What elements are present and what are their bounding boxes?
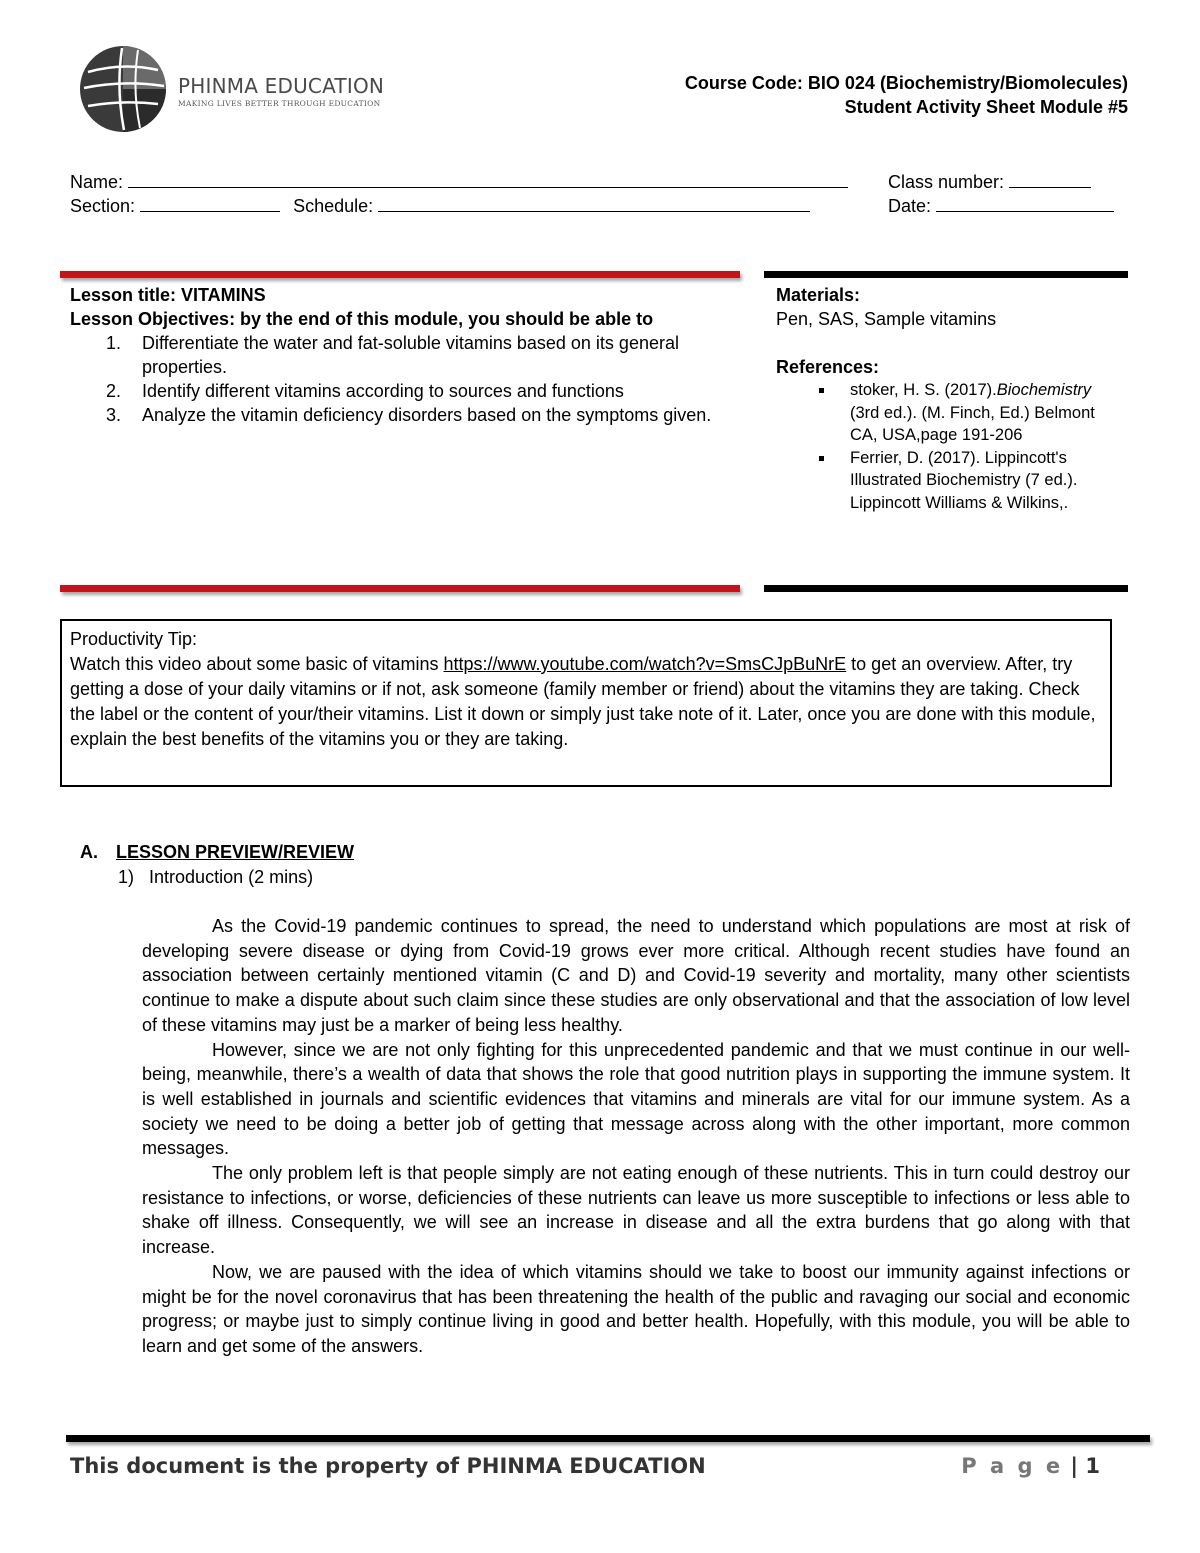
paragraph: As the Covid-19 pandemic continues to spread, the need to understand which populations are most at risk of developing severe disease or dying from Covid-19 grows ever more critical. Although recent studies have found an association between certainly mentioned vitamin (C and D) and Covid-19 severity and mortality, many other scientists continue to make a dispute about such claim since these studies are only observational and that the association of low level of these vitamins may just be a marker of being less healthy. [142,916,1130,1035]
course-code: Course Code: BIO 024 (Biochemistry/Biomolecules) [684,73,1128,93]
objectives-list [70,331,730,427]
paragraph: Now, we are paused with the idea of which vitamins should we take to boost our immunity against infections or might be for the novel coronavirus that has been threatening the health of the public and ravaging our social and economic progress; or maybe just to simply continue living in good and better health. Hopefully, with this module, you will be able to learn and get some of the answers. [142,1261,1130,1356]
materials-heading: Materials: [776,285,861,305]
name-label: Name: [70,172,124,192]
top-red-divider [60,271,740,278]
name-row [70,171,848,193]
section-a-title: LESSON PREVIEW/REVIEW [116,842,355,862]
section-field[interactable] [140,195,280,212]
objective-item: 2. Identify different vitamins according to sources and functions [106,381,624,401]
page-number: P a g e | 1 [961,1454,1100,1478]
references-list [776,379,1128,514]
footer-divider [66,1435,1150,1442]
top-black-divider [764,271,1128,278]
section-a-heading: A. LESSON PREVIEW/REVIEW [80,842,355,862]
materials-panel [776,283,1128,514]
tip-heading: Productivity Tip: [70,629,198,649]
productivity-tip-box [60,619,1112,787]
name-field[interactable] [128,171,848,188]
tip-body: Watch this video about some basic of vitamins https://www.youtube.com/watch?v=SmsCJpBuNrE to get an overview. After, try getting a dose of your daily vitamins or if not, ask someone (family member or friend) about the vitamins they are taking. Check the label or the content of your/their vitamins. List it down or simply just take note of it. Later, once you are done with this module, explain the best benefits of the vitamins you or they are taking. [70,654,1096,749]
bottom-black-divider [764,585,1128,592]
schedule-field[interactable] [378,195,810,212]
logo-tagline: MAKING LIVES BETTER THROUGH EDUCATION [178,99,381,108]
section-row [70,195,810,217]
logo-name: PHINMA EDUCATION [178,74,385,98]
date-field[interactable] [936,195,1114,212]
class-number-label: Class number: [888,172,1005,192]
date-label: Date: [888,196,932,216]
date-row [888,195,1114,217]
intro-body [142,914,1130,1359]
lesson-title: Lesson title: VITAMINS [70,285,266,305]
module-title: Student Activity Sheet Module #5 [844,97,1128,117]
class-number-row [888,171,1091,193]
footer-property: This document is the property of PHINMA EDUCATION [70,1454,706,1478]
paragraph: However, since we are not only fighting for this unprecedented pandemic and that we must continue in our well-being, meanwhile, there’s a wealth of data that shows the role that good nutrition plays in supporting the immune system. It is well established in journals and scientific evidences that vitamins and minerals are vital for our immune system. As a society we need to be doing a better job of getting that message across along with the other important, more common messages. [142,1039,1130,1159]
class-number-field[interactable] [1009,171,1091,188]
paragraph: The only problem left is that people simply are not eating enough of these nutrients. This in turn could destroy our resistance to infections, or worse, deficiencies of these nutrients can leave us more susceptible to infections or less able to shake off illness. Consequently, we will see an increase in disease and all the extra burdens that go along with that increase. [142,1163,1130,1258]
references-heading: References: [776,357,880,377]
bullet-icon [819,388,824,393]
intro-heading: 1) Introduction (2 mins) [118,867,314,887]
schedule-label: Schedule: [293,196,374,216]
reference-item: stoker, H. S. (2017).Biochemistry (3rd ed.). (M. Finch, Ed.) Belmont CA, USA,page 191-206 [776,379,1110,447]
objective-item: 1. Differentiate the water and fat-soluble vitamins based on its general properties. [106,333,679,377]
reference-item: Ferrier, D. (2017). Lippincott's Illustrated Biochemistry (7 ed.). Lippincott Williams & Wilkins,. [776,447,1110,515]
bullet-icon [819,456,824,461]
lesson-panel [70,283,730,427]
video-link[interactable]: https://www.youtube.com/watch?v=SmsCJpBuNrE [443,654,847,674]
materials-items: Pen, SAS, Sample vitamins [776,309,997,329]
bottom-red-divider [60,585,740,592]
section-label: Section: [70,196,136,216]
objective-item: 3. Analyze the vitamin deficiency disorders based on the symptoms given. [106,405,712,425]
objectives-heading: Lesson Objectives: by the end of this module, you should be able to [70,309,654,329]
